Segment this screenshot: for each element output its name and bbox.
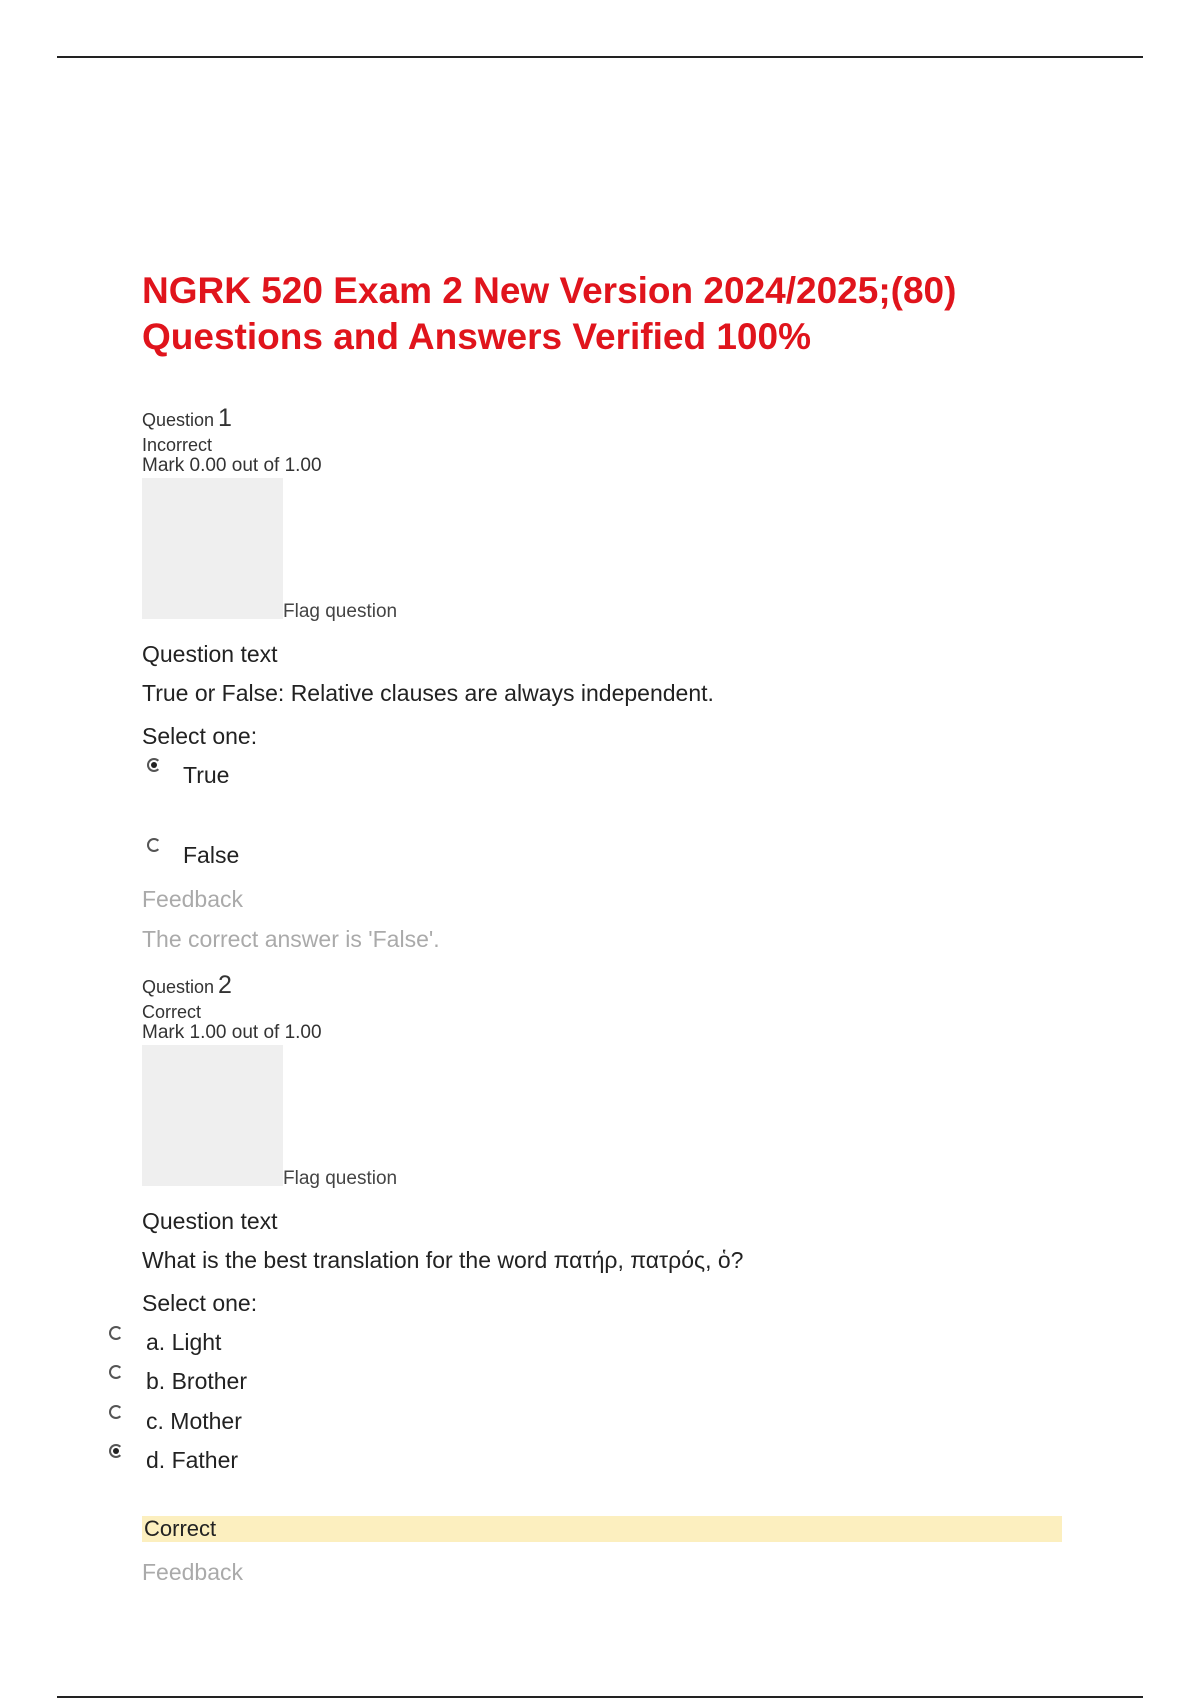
- outcome-banner: Correct: [142, 1516, 1062, 1542]
- question-label: [142, 971, 232, 1000]
- question-label: [142, 404, 232, 433]
- flag-question-link[interactable]: Flag question: [283, 1168, 398, 1189]
- page-title: NGRK 520 Exam 2 New Version 2024/2025;(80) Questions and Answers Verified 100%: [142, 270, 957, 357]
- option-b-label[interactable]: b. Brother: [146, 1368, 247, 1394]
- flag-icon[interactable]: [142, 1045, 283, 1186]
- question-number: 2: [218, 971, 232, 999]
- flag-question-link[interactable]: Flag question: [283, 601, 398, 622]
- question-mark: Mark 0.00 out of 1.00: [142, 455, 322, 476]
- radio-false[interactable]: [147, 838, 161, 852]
- radio-option-c[interactable]: [109, 1405, 123, 1419]
- bottom-rule: [57, 1696, 1143, 1698]
- flag-icon[interactable]: [142, 478, 283, 619]
- question-text: True or False: Relative clauses are always independent.: [142, 680, 714, 706]
- question-text-heading: Question text: [142, 641, 278, 667]
- question-number: 1: [218, 404, 232, 432]
- question-mark: Mark 1.00 out of 1.00: [142, 1022, 322, 1043]
- option-false-label[interactable]: False: [183, 842, 240, 868]
- option-c-label[interactable]: c. Mother: [146, 1408, 242, 1434]
- question-state: Incorrect: [142, 435, 213, 455]
- question-state: Correct: [142, 1002, 202, 1022]
- top-rule: [57, 56, 1143, 58]
- radio-true[interactable]: [147, 758, 161, 772]
- radio-option-a[interactable]: [109, 1326, 123, 1340]
- select-one-label: Select one:: [142, 1290, 258, 1316]
- radio-option-b[interactable]: [109, 1365, 123, 1379]
- option-d-label[interactable]: d. Father: [146, 1447, 239, 1473]
- feedback-label: Feedback: [142, 886, 244, 912]
- question-text-heading: Question text: [142, 1208, 278, 1234]
- feedback-text: The correct answer is 'False'.: [142, 926, 440, 952]
- question-label-text: Question: [142, 410, 215, 430]
- question-text: What is the best translation for the word πατήρ, πατρός, ὁ?: [142, 1247, 744, 1273]
- radio-option-d[interactable]: [109, 1444, 123, 1458]
- option-a-label[interactable]: a. Light: [146, 1329, 222, 1355]
- select-one-label: Select one:: [142, 723, 258, 749]
- question-label-text: Question: [142, 977, 215, 997]
- feedback-label: Feedback: [142, 1559, 244, 1585]
- option-true-label[interactable]: True: [183, 762, 230, 788]
